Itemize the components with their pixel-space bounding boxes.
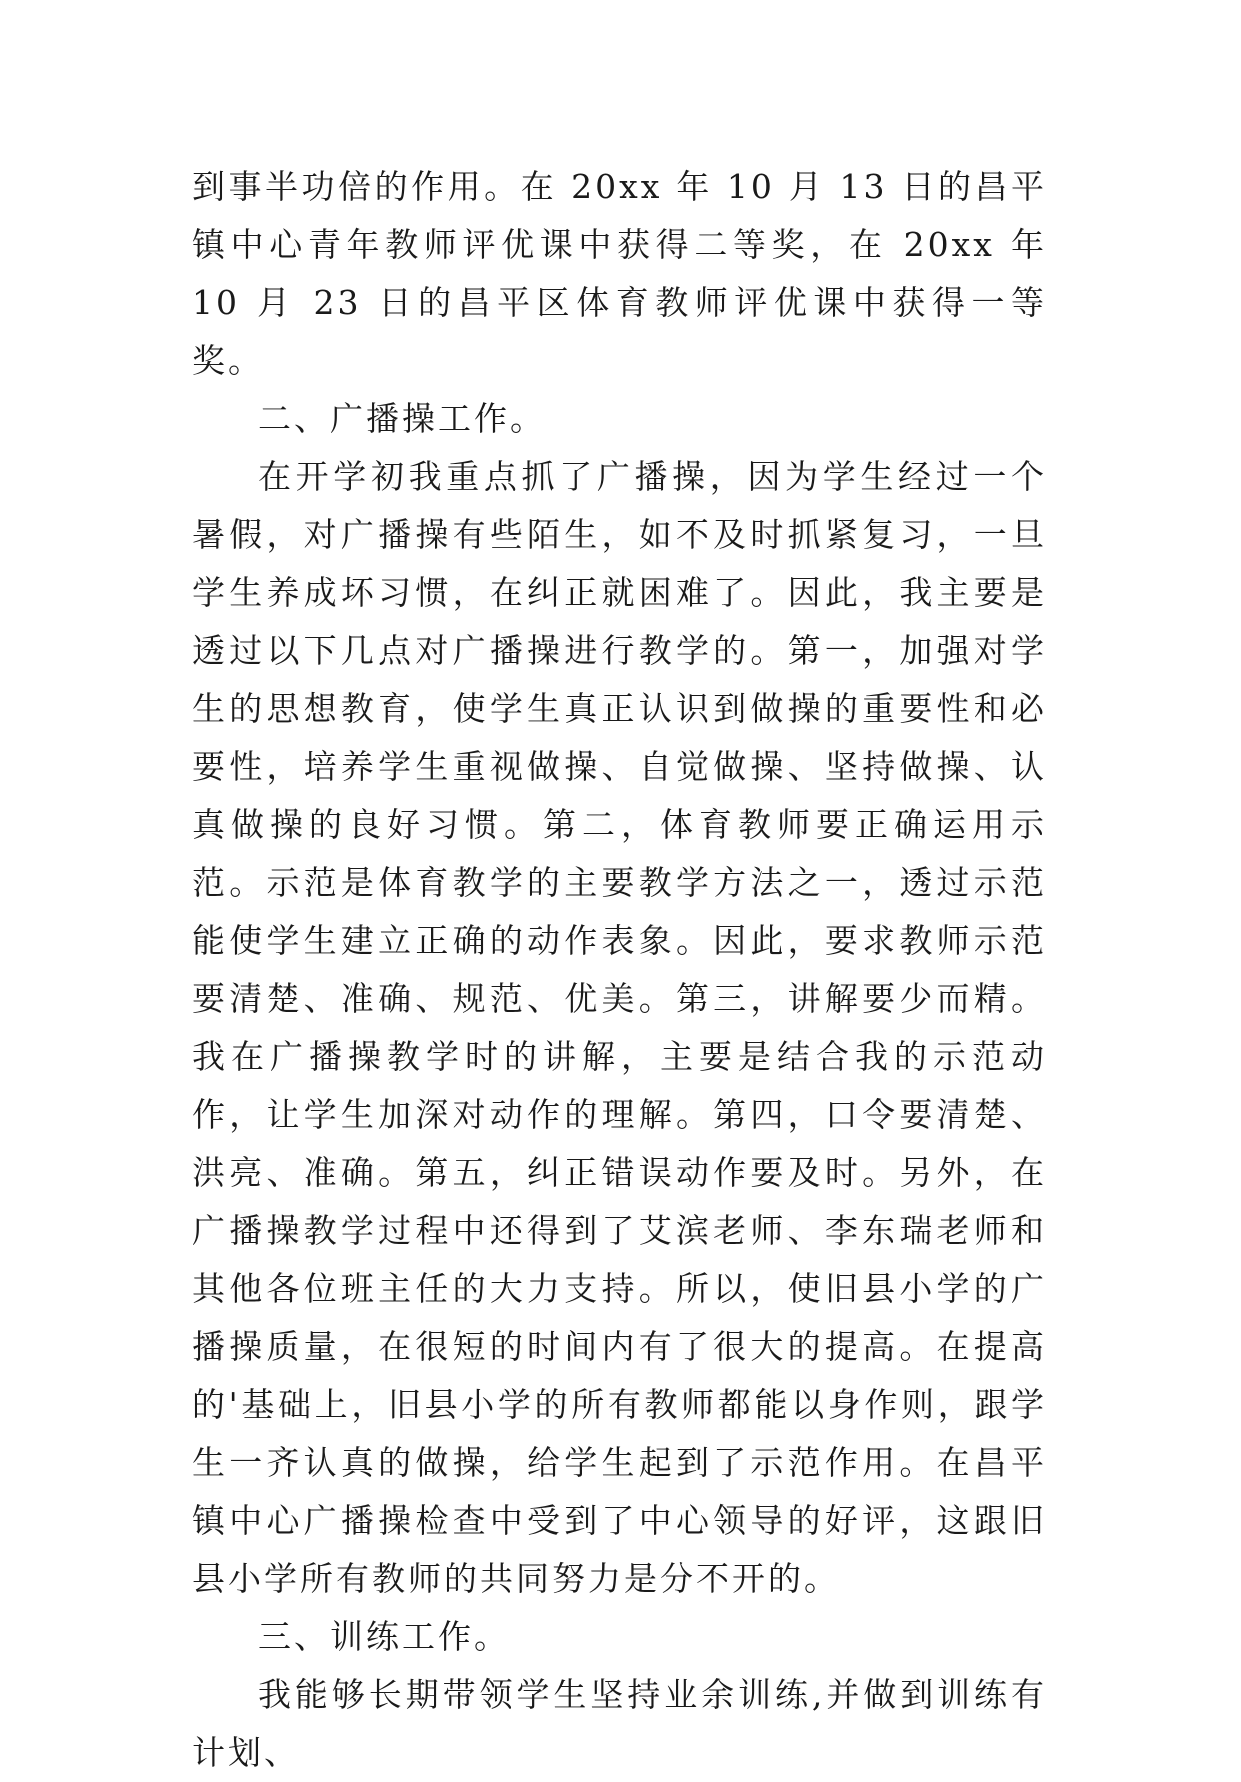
section-heading-broadcast-exercise: 二、广播操工作。 <box>258 399 546 438</box>
paragraph-award-results: 到事半功倍的作用。在 20xx 年 10 月 13 日的昌平镇中心青年教师评优课中获得二等奖，在 20xx 年 10 月 23 日的昌平区体育教师评优课中获得一等奖。 <box>192 167 1047 380</box>
paragraph-training: 我能够长期带领学生坚持业余训练,并做到训练有计划、 <box>192 1675 1047 1772</box>
paragraph-broadcast-exercise: 在开学初我重点抓了广播操，因为学生经过一个暑假，对广播操有些陌生，如不及时抓紧复习，一旦学生养成坏习惯，在纠正就困难了。因此，我主要是透过以下几点对广播操进行教学的。第一，加强对学生的思想教育，使学生真正认识到做操的重要性和必要性，培养学生重视做操、自觉做操、坚持做操、认真做操的良好习惯。第二，体育教师要正确运用示范。示范是体育教学的主要教学方法之一，透过示范能使学生建立正确的动作表象。因此，要求教师示范要清楚、准确、规范、优美。第三，讲解要少而精。我在广播操教学时的讲解，主要是结合我的示范动作，让学生加深对动作的理解。第四，口令要清楚、洪亮、准确。第五，纠正错误动作要及时。另外，在广播操教学过程中还得到了艾滨老师、李东瑞老师和其他各位班主任的大力支持。所以，使旧县小学的广播操质量，在很短的时间内有了很大的提高。在提高的'基础上，旧县小学的所有教师都能以身作则，跟学生一齐认真的做操，给学生起到了示范作用。在昌平镇中心广播操检查中受到了中心领导的好评，这跟旧县小学所有教师的共同努力是分不开的。 <box>192 457 1047 1598</box>
document-body <box>192 158 1047 1782</box>
section-heading-training: 三、训练工作。 <box>258 1617 510 1656</box>
